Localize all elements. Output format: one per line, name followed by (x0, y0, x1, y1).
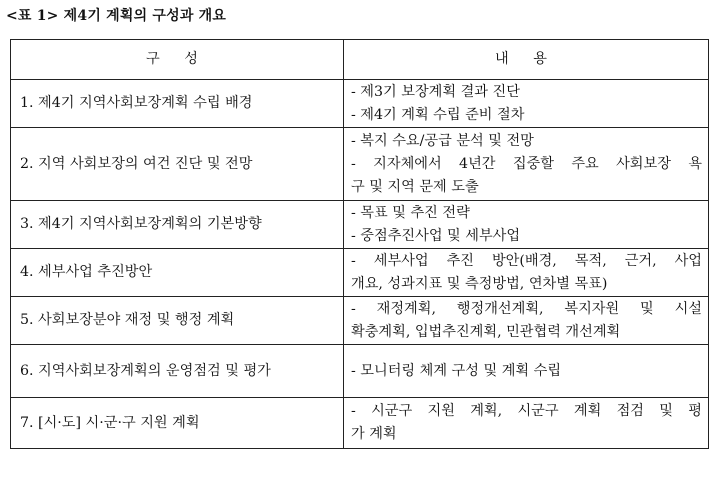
row-item: 5. 사회보장분야 재정 및 행정 계획 (11, 297, 344, 345)
row-content (344, 345, 709, 398)
table-row (11, 345, 709, 398)
header-row (11, 40, 709, 80)
table-row (11, 80, 709, 128)
content-line: - 재정계획, 행정개선계획, 복지자원 및 시설 (351, 300, 702, 317)
table-row (11, 128, 709, 201)
content-line: - 지자체에서 4년간 집중할 주요 사회보장 욕 (351, 155, 702, 172)
table-caption: <표 1> 제4기 계획의 구성과 개요 (6, 8, 227, 24)
row-content (344, 80, 709, 128)
plan-outline-table (10, 39, 709, 449)
row-item: 4. 세부사업 추진방안 (11, 249, 344, 297)
content-line: 개요, 성과지표 및 측정방법, 연차별 목표) (351, 275, 608, 292)
row-content (344, 398, 709, 449)
row-content (344, 297, 709, 345)
row-item: 7. [시·도] 시·군·구 지원 계획 (11, 398, 344, 449)
row-item: 6. 지역사회보장계획의 운영점검 및 평가 (11, 345, 344, 398)
row-item: 1. 제4기 지역사회보장계획 수립 배경 (11, 80, 344, 128)
content-line: - 중점추진사업 및 세부사업 (351, 227, 521, 244)
column-header-content: 내 용 (344, 40, 709, 80)
row-content (344, 249, 709, 297)
content-line: - 목표 및 추진 전략 (351, 204, 470, 221)
content-line: - 세부사업 추진 방안(배경, 목적, 근거, 사업 (351, 252, 702, 269)
content-line: - 제3기 보장계획 결과 진단 (351, 83, 520, 100)
content-line: 가 계획 (351, 426, 397, 442)
table-row (11, 249, 709, 297)
content-line: 확충계획, 입법추진계획, 민관협력 개선계획 (351, 323, 621, 340)
table-row (11, 297, 709, 345)
row-content (344, 201, 709, 249)
content-line: - 시군구 지원 계획, 시군구 계획 점검 및 평 (351, 403, 702, 419)
content-line: - 모니터링 체계 구성 및 계획 수립 (351, 362, 562, 379)
column-header-composition: 구 성 (11, 40, 344, 80)
row-item: 2. 지역 사회보장의 여건 진단 및 전망 (11, 128, 344, 201)
table-row (11, 398, 709, 449)
content-line: - 복지 수요/공급 분석 및 전망 (351, 132, 534, 149)
row-content (344, 128, 709, 201)
table-row (11, 201, 709, 249)
row-item: 3. 제4기 지역사회보장계획의 기본방향 (11, 201, 344, 249)
content-line: 구 및 지역 문제 도출 (351, 178, 479, 195)
content-line: - 제4기 계획 수립 준비 절차 (351, 106, 525, 123)
